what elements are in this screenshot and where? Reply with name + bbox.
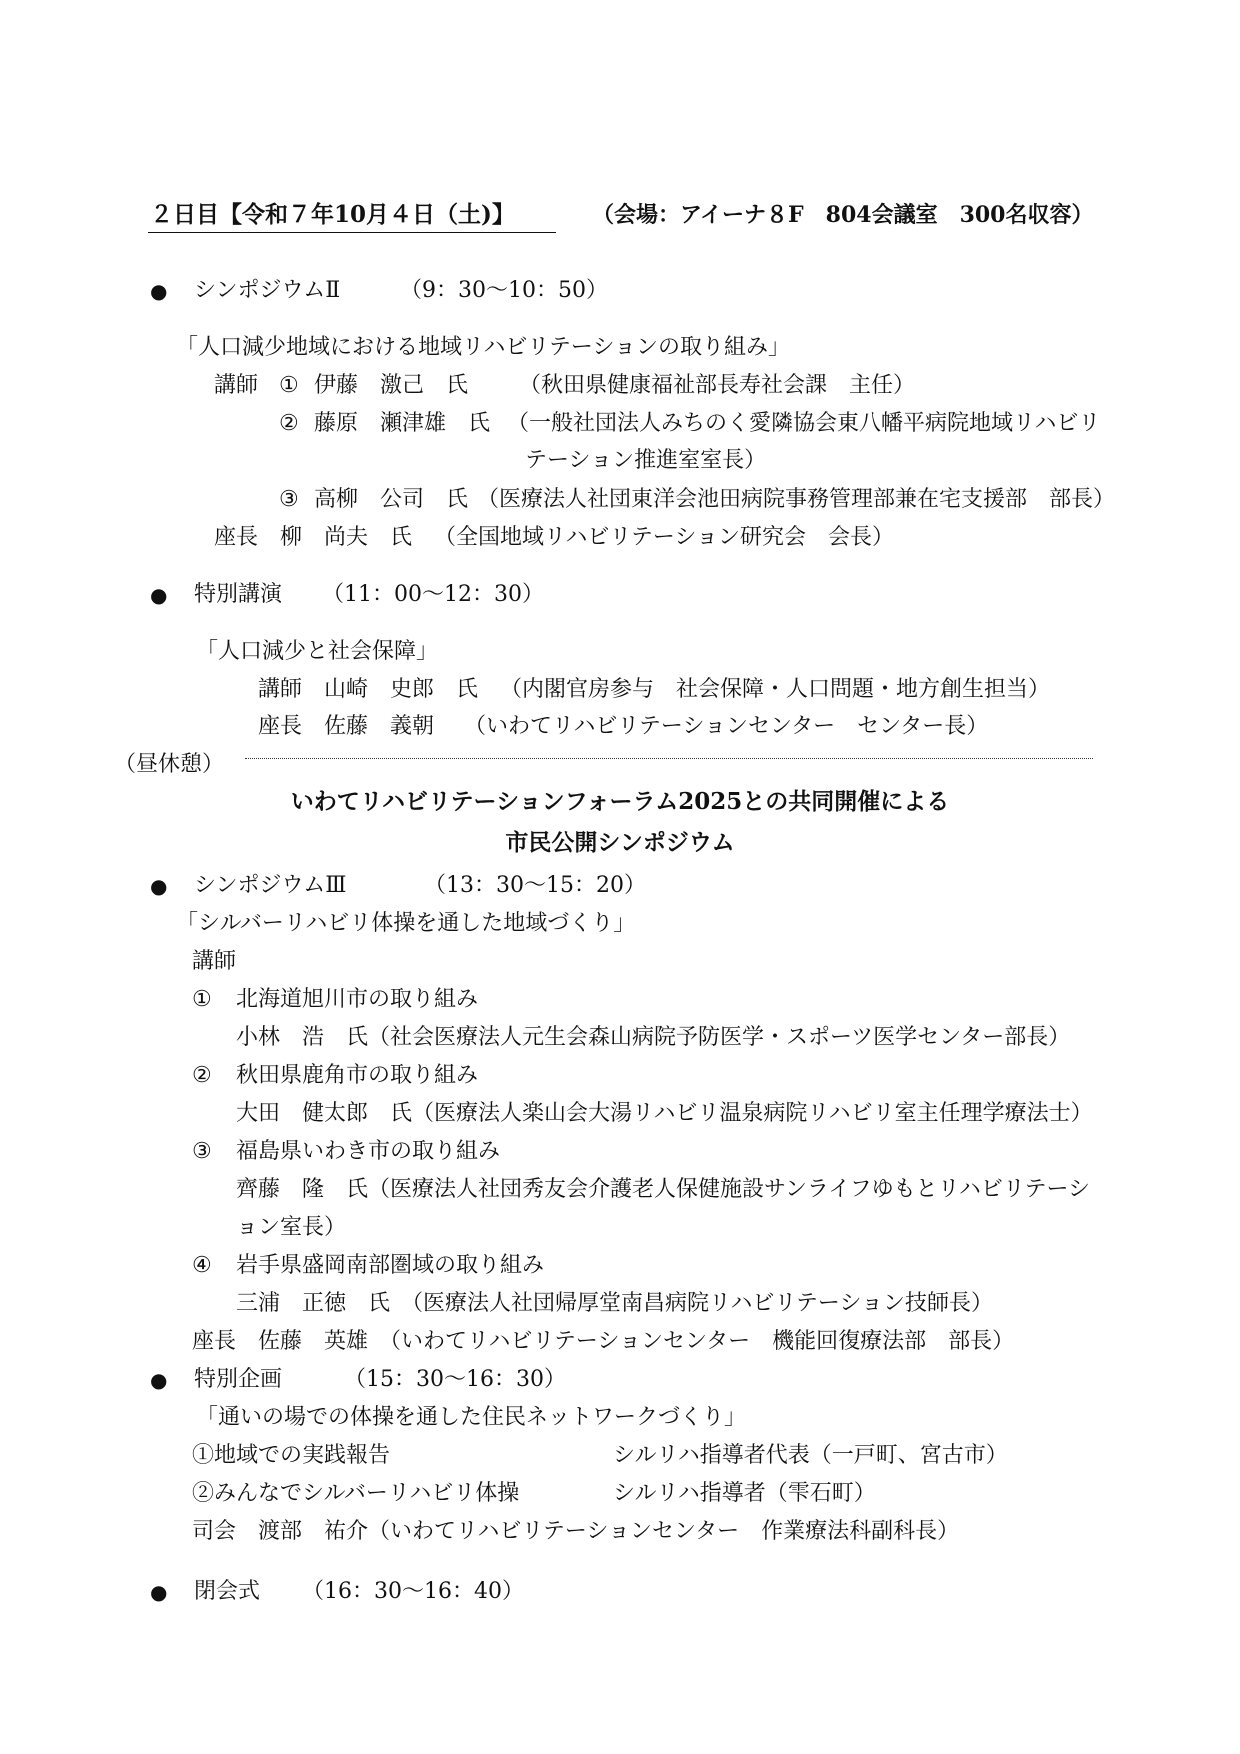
symposium3-time: （13：30～15：20） xyxy=(424,873,646,898)
symposium2-title: シンポジウムⅡ xyxy=(194,278,341,303)
item-topic: 秋田県鹿角市の取り組み xyxy=(236,1063,479,1088)
chair-name: 柳 尚夫 氏 xyxy=(280,525,413,550)
chair-label: 座長 xyxy=(258,714,303,739)
bullet-icon: ● xyxy=(150,1368,168,1392)
item-number: ④ xyxy=(192,1253,212,1278)
closing-title: 閉会式 xyxy=(194,1579,261,1604)
speaker-affiliation: （一般社団法人みちのく愛隣協会東八幡平病院地域リハビリ xyxy=(507,411,1101,436)
speaker-name: 藤原 瀬津雄 氏 xyxy=(314,411,491,436)
speaker-name: 高柳 公司 氏 xyxy=(314,487,469,512)
symposium3-theme: 「シルバーリハビリ体操を通した地域づくり」 xyxy=(176,911,636,936)
chair-affiliation: （全国地域リハビリテーション研究会 会長） xyxy=(434,525,895,550)
speaker-affiliation: （秋田県健康福祉部長寿社会課 主任） xyxy=(519,373,916,398)
speaker-name: 伊藤 激己 氏 xyxy=(314,373,469,398)
lecturer-label: 講師 xyxy=(214,373,259,398)
lecturer-name: 山崎 史郎 氏 xyxy=(324,677,479,702)
bullet-icon: ● xyxy=(150,1580,168,1604)
item-person: 大田 健太郎 氏（医療法人楽山会大湯リハビリ温泉病院リハビリ室主任理学療法士） xyxy=(236,1101,1093,1126)
symposium2-time: （9：30～10：50） xyxy=(400,278,608,303)
program-presenter: シルリハ指導者代表（一戸町、宮古市） xyxy=(613,1443,1008,1468)
forum-heading-line1: いわてリハビリテーションフォーラム2025との共同開催による xyxy=(290,788,950,815)
item-person: 小林 浩 氏（社会医療法人元生会森山病院予防医学・スポーツ医学センター部長） xyxy=(236,1025,1071,1050)
special-plan-theme: 「通いの場での体操を通した住民ネットワークづくり」 xyxy=(196,1405,747,1430)
heading-underline xyxy=(148,232,556,233)
bullet-icon: ● xyxy=(150,874,168,898)
special-lecture-title: 特別講演 xyxy=(194,582,283,607)
forum-heading-line2: 市民公開シンポジウム xyxy=(505,829,735,856)
speaker-number: ③ xyxy=(279,487,299,512)
special-plan-time: （15：30～16：30） xyxy=(344,1367,566,1392)
speaker-affiliation: （医療法人社団東洋会池田病院事務管理部兼在宅支援部 部長） xyxy=(477,487,1116,512)
program-presenter: シルリハ指導者（雫石町） xyxy=(613,1481,876,1506)
closing-time: （16：30～16：40） xyxy=(302,1579,524,1604)
special-plan-title: 特別企画 xyxy=(194,1367,283,1392)
item-number: ③ xyxy=(192,1139,212,1164)
program-item: ②みんなでシルバーリハビリ体操 xyxy=(192,1481,520,1506)
special-plan-mc: 司会 渡部 祐介（いわてリハビリテーションセンター 作業療法科副科長） xyxy=(192,1519,960,1544)
symposium3-chair: 座長 佐藤 英雄 （いわてリハビリテーションセンター 機能回復療法部 部長） xyxy=(192,1329,1015,1354)
item-number: ① xyxy=(192,987,212,1012)
chair-name: 佐藤 義朝 xyxy=(324,714,435,739)
item-person: 齊藤 隆 氏（医療法人社団秀友会介護老人保健施設サンライフゆもとリハビリテーシ xyxy=(236,1177,1091,1202)
day-date-heading: ２日目【令和７年10月４日（土)】 xyxy=(150,201,515,228)
lecturer-label: 講師 xyxy=(192,949,237,974)
special-lecture-theme: 「人口減少と社会保障」 xyxy=(196,639,439,664)
item-number: ② xyxy=(192,1063,212,1088)
speaker-number: ① xyxy=(279,373,299,398)
symposium2-theme: 「人口減少地域における地域リハビリテーションの取り組み」 xyxy=(176,335,791,360)
item-topic: 岩手県盛岡南部圏域の取り組み xyxy=(236,1253,545,1278)
program-item: ①地域での実践報告 xyxy=(192,1443,391,1468)
venue-info: （会場：アイーナ８F 804会議室 300名収容） xyxy=(592,202,1094,228)
speaker-number: ② xyxy=(279,411,299,436)
bullet-icon: ● xyxy=(150,279,168,303)
item-topic: 福島県いわき市の取り組み xyxy=(236,1139,501,1164)
lecturer-label: 講師 xyxy=(258,677,303,702)
item-person-cont: ョン室長） xyxy=(236,1215,347,1240)
lecturer-affiliation: （内閣官房参与 社会保障・人口問題・地方創生担当） xyxy=(500,677,1051,702)
lunch-break-label: （昼休憩） xyxy=(114,752,225,777)
speaker-affiliation-cont: テーション推進室室長） xyxy=(525,448,767,473)
item-topic: 北海道旭川市の取り組み xyxy=(236,987,479,1012)
bullet-icon: ● xyxy=(150,583,168,607)
special-lecture-time: （11：00～12：30） xyxy=(322,582,544,607)
divider-dotted xyxy=(245,758,1093,759)
item-person: 三浦 正徳 氏 （医療法人社団帰厚堂南昌病院リハビリテーション技師長） xyxy=(236,1291,994,1316)
chair-affiliation: （いわてリハビリテーションセンター センター長） xyxy=(464,714,989,739)
symposium3-title: シンポジウムⅢ xyxy=(194,873,347,898)
chair-label: 座長 xyxy=(214,525,259,550)
